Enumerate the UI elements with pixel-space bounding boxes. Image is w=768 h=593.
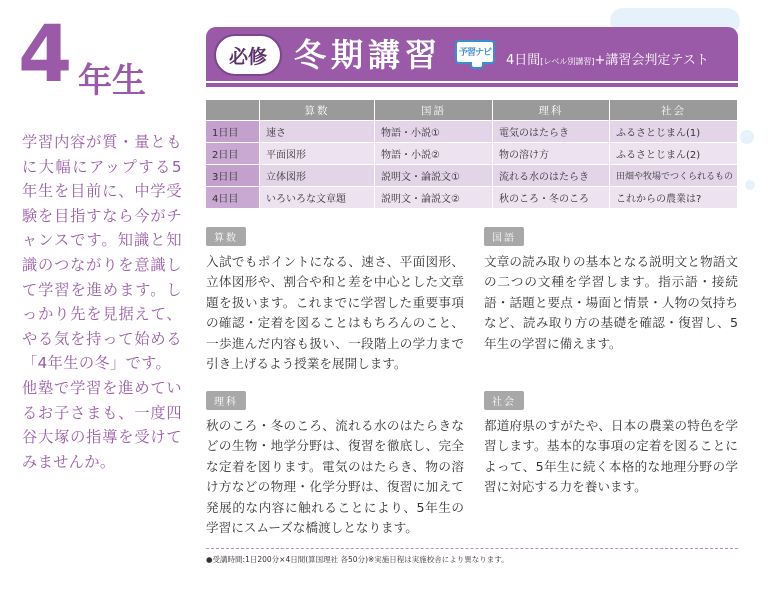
- table-cell: 流れる水のはたらき: [493, 164, 610, 186]
- grade-unit: 年生: [78, 61, 146, 101]
- table-cell: 物の溶け方: [493, 142, 610, 164]
- table-cell: 電気のはたらき: [493, 120, 610, 142]
- table-header: 国語: [375, 100, 493, 120]
- table-cell: 田畑や牧場でつくられるもの: [610, 164, 738, 186]
- required-badge: 必修: [214, 34, 282, 76]
- course-summary: [506, 49, 709, 68]
- table-row: [206, 164, 738, 186]
- grade-number: 4: [18, 10, 71, 100]
- subject-math: [206, 226, 464, 374]
- intro-paragraph: 他塾で学習を進めているお子さまも、一度四谷大塚の指導を受けてみませんか。: [22, 378, 182, 471]
- table-cell: いろいろな文章題: [260, 186, 375, 208]
- table-cell: 秋のころ・冬のころ: [493, 186, 610, 208]
- footnote: ●受講時間:1日200分×4日間(算国理社 各50分)※実施日程は実施校舎により異なります。: [206, 548, 738, 565]
- intro-paragraph: 学習内容が質・量ともに大幅にアップする5年生を目前に、中学受験を目指すなら今がチャンスです。知識と知識のつながりを意識して学習を進めます。しっかり先を見据えて、やる気を持って始める「4年生の冬」です。: [22, 133, 182, 373]
- course-title: 冬期講習: [294, 36, 443, 74]
- subject-tag: 社会: [484, 391, 524, 410]
- subject-tag: 理科: [206, 391, 246, 410]
- table-cell: ふるさとじまん(1): [610, 120, 738, 142]
- table-row: [206, 186, 738, 208]
- day-cell: 4日目: [206, 186, 260, 208]
- yoshu-navi-icon: [455, 40, 495, 64]
- subject-description: 秋のころ・冬のころ、流れる水のはたらきなどの生物・地学分野は、復習を徹底し、完全な定着を図ります。電気のはたらき、物の溶け方などの物理・化学分野は、復習に加えて発展的な内容に触れることにより、5年生の学習にスムーズな橋渡しとなります。: [206, 418, 464, 536]
- course-level-note: [レベル別講習]: [540, 57, 595, 66]
- subject-tag: 算数: [206, 227, 246, 246]
- snow-decoration: [745, 180, 755, 190]
- table-cell: これからの農業は?: [610, 186, 738, 208]
- table-cell: 説明文・論説文①: [375, 164, 493, 186]
- table-header: 理科: [493, 100, 610, 120]
- intro-text: [22, 130, 182, 474]
- subject-science: [206, 390, 464, 538]
- table-header: 算数: [260, 100, 375, 120]
- table-cell: 物語・小説①: [375, 120, 493, 142]
- subject-description: 都道府県のすがたや、日本の農業の特色を学習します。基本的な事項の定着を図ることによって、5年生に続く本格的な地理分野の学習に対応する力を養います。: [484, 418, 738, 495]
- subject-description: 文章の読み取りの基本となる説明文と物語文の二つの文種を学習します。指示語・接続語・話題と要点・場面と情景・人物の気持ちなど、読み取り方の基礎を確認・復習し、5年生の学習に備えます。: [484, 254, 738, 351]
- yoshu-navi-label: 予習ナビ: [458, 48, 491, 58]
- day-cell: 2日目: [206, 142, 260, 164]
- subject-japanese: [484, 226, 738, 354]
- day-cell: 1日目: [206, 120, 260, 142]
- table-row: [206, 120, 738, 142]
- table-header-row: [206, 100, 738, 120]
- table-cell: 平面図形: [260, 142, 375, 164]
- course-banner: [206, 27, 738, 83]
- snow-decoration: [740, 130, 754, 144]
- grade-heading: [18, 10, 188, 112]
- table-cell: 物語・小説②: [375, 142, 493, 164]
- table-header: 社会: [610, 100, 738, 120]
- table-cell: 説明文・論説文②: [375, 186, 493, 208]
- day-cell: 3日目: [206, 164, 260, 186]
- table-row: [206, 142, 738, 164]
- table-header: [206, 100, 260, 120]
- course-days: 4日間: [506, 53, 541, 68]
- subject-tag: 国語: [484, 227, 524, 246]
- table-cell: 速さ: [260, 120, 375, 142]
- subject-social: [484, 390, 738, 498]
- subject-description: 入試でもポイントになる、速さ、平面図形、立体図形や、割合や和と差を中心とした文章題を扱います。これまでに学習した重要事項の確認・定着を図ることはもちろんのこと、一歩進んだ内容も扱い、一段階上の学力まで引き上げるよう授業を展開します。: [206, 254, 464, 372]
- course-suffix: +講習会判定テスト: [594, 53, 709, 68]
- table-cell: 立体図形: [260, 164, 375, 186]
- table-cell: ふるさとじまん(2): [610, 142, 738, 164]
- schedule-table: [206, 100, 738, 208]
